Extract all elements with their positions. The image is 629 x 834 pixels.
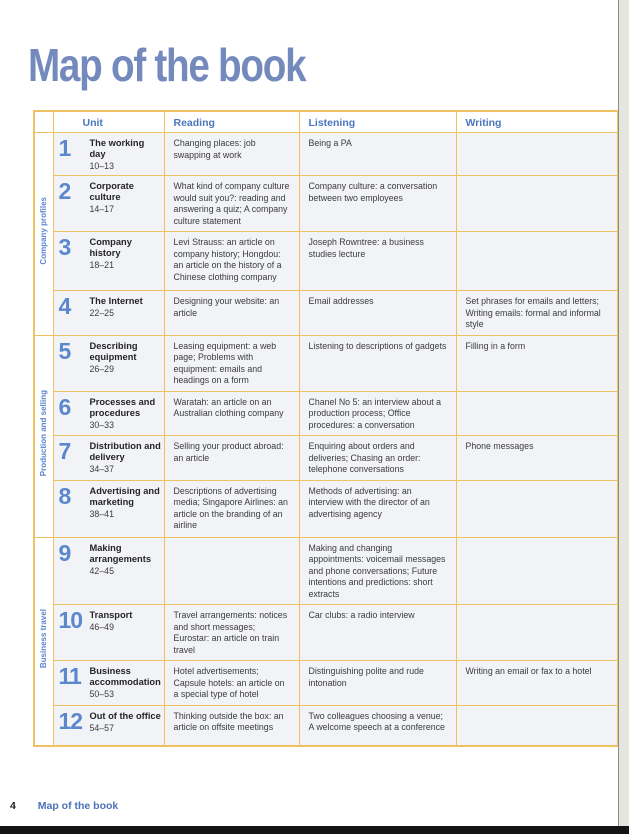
scan-page-edge [618,0,629,834]
unit-pages: 14–17 [89,204,114,214]
table-row [34,480,618,537]
unit-pages: 34–37 [89,464,114,474]
unit-cell [53,480,164,537]
unit-number: 5 [58,337,71,364]
unit-title: Processes and procedures [89,396,156,418]
reading-cell: Leasing equipment: a web page; Problems with equipment: emails and headings on a form [164,335,299,391]
unit-number: 11 [58,663,81,689]
table-row [34,291,618,336]
contents-table [33,110,619,747]
footer-title: Map of the book [37,800,119,812]
listening-cell: Listening to descriptions of gadgets [299,335,456,391]
table-row [34,537,618,605]
reading-cell: Descriptions of advertising media; Singapore Airlines: an article on the branding of an airline [164,480,299,537]
unit-cell [53,291,164,336]
writing-cell [456,705,618,746]
table-row [34,176,618,232]
unit-cell [53,133,164,176]
writing-cell [456,537,618,605]
listening-cell: Email addresses [299,291,456,336]
table-row [34,705,618,746]
unit-title: Business accommodation [89,666,161,687]
scan-bottom-bar [0,826,629,834]
map-of-book-table [33,110,619,747]
unit-title: The Internet [89,296,143,306]
unit-number: 1 [58,135,71,161]
group-label-production-and-selling: Production and selling [34,335,53,537]
listening-cell: Making and changing appointments: voicemail messages and phone conversations; Future intentions and predictions: short extracts [299,537,456,605]
writing-cell: Filling in a form [456,335,618,391]
writing-cell [456,605,618,661]
reading-cell: Travel arrangements: notices and short messages; Eurostar: an article on train travel [164,605,299,661]
unit-pages: 54–57 [89,722,114,733]
reading-cell: Designing your website: an article [164,291,299,336]
listening-cell: Car clubs: a radio interview [299,605,456,661]
table-row [34,391,618,436]
reading-cell: Waratah: an article on an Australian clothing company [164,391,299,436]
unit-cell [53,176,164,232]
reading-cell: What kind of company culture would suit you?: reading and answering a quiz; A company culture statement [164,176,299,232]
writing-cell [456,133,618,176]
writing-cell [456,176,618,232]
table-row [34,436,618,481]
unit-pages: 18–21 [89,260,114,270]
unit-title: Corporate culture [89,181,134,202]
unit-cell [53,605,164,661]
writing-cell [456,232,618,291]
column-header-writing: Writing [456,111,618,133]
listening-cell: Distinguishing polite and rude intonation [299,661,456,706]
reading-cell: Levi Strauss: an article on company history; Hongdou: an article on the history of a Chinese clothing company [164,232,299,291]
table-row [34,133,618,176]
unit-pages: 38–41 [89,508,114,519]
reading-cell: Changing places: job swapping at work [164,133,299,176]
column-header-reading: Reading [164,111,299,133]
writing-cell [456,391,618,436]
unit-cell [53,335,164,391]
page-title: Map of the book [28,39,306,91]
unit-title: Describing equipment [89,340,138,362]
listening-cell: Being a PA [299,133,456,176]
writing-cell: Writing an email or fax to a hotel [456,661,618,706]
writing-cell: Set phrases for emails and letters; Writing emails: formal and informal style [456,291,618,336]
listening-cell: Methods of advertising: an interview with the director of an advertising agency [299,480,456,537]
footer-page-number: 4 [10,800,16,812]
listening-cell: Company culture: a conversation between two employees [299,176,456,232]
writing-cell [456,480,618,537]
unit-cell [53,661,164,706]
table-row [34,661,618,706]
table-row [34,605,618,661]
unit-pages: 10–13 [89,161,114,171]
listening-cell: Enquiring about orders and deliveries; Chasing an order: telephone conversations [299,436,456,481]
unit-pages: 22–25 [89,308,114,318]
listening-cell: Joseph Rowntree: a business studies lecture [299,232,456,291]
group-label-company-profiles: Company profiles [34,133,53,336]
unit-number: 7 [58,438,71,464]
group-label-business-travel: Business travel [34,537,53,746]
header-row [34,111,618,133]
unit-title: Transport [89,610,133,620]
writing-cell: Phone messages [456,436,618,481]
unit-pages: 50–53 [89,689,114,699]
unit-cell [53,391,164,436]
reading-cell: Hotel advertisements; Capsule hotels: an article on a special type of hotel [164,661,299,706]
unit-cell [53,537,164,605]
unit-pages: 46–49 [89,622,114,632]
unit-number: 2 [58,178,71,204]
unit-number: 12 [58,707,83,734]
unit-number: 9 [58,539,71,566]
reading-cell [164,537,299,605]
unit-cell [53,436,164,481]
reading-cell: Selling your product abroad: an article [164,436,299,481]
table-row [34,232,618,291]
unit-number: 4 [58,293,71,319]
listening-cell: Chanel No 5: an interview about a production process; Office procedures: a conversation [299,391,456,436]
unit-number: 10 [58,607,83,633]
listening-cell: Two colleagues choosing a venue; A welcome speech at a conference [299,705,456,746]
page-footer [10,800,118,812]
unit-title: Making arrangements [89,542,151,564]
unit-number: 3 [58,234,71,260]
unit-title: Out of the office [89,710,161,721]
column-header-unit: Unit [53,111,164,133]
unit-pages: 26–29 [89,363,114,374]
unit-pages: 30–33 [89,419,114,430]
table-row [34,335,618,391]
column-header-listening: Listening [299,111,456,133]
unit-title: Distribution and delivery [89,441,161,462]
unit-pages: 42–45 [89,565,114,576]
unit-number: 8 [58,482,71,509]
unit-cell [53,232,164,291]
unit-title: The working day [89,138,145,159]
unit-title: Company history [89,237,132,258]
corner-cell [34,111,53,133]
unit-cell [53,705,164,746]
unit-number: 6 [58,393,71,420]
unit-title: Advertising and marketing [89,485,160,507]
reading-cell: Thinking outside the box: an article on offsite meetings [164,705,299,746]
